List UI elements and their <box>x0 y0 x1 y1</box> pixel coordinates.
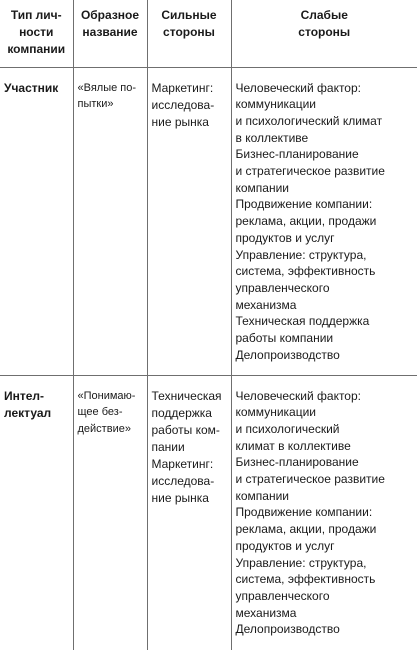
weakness-text: Человеческий фактор: <box>235 80 361 95</box>
type-cell <box>0 375 73 650</box>
weakness-text: в коллективе <box>235 130 309 145</box>
weakness-text: работы компании <box>235 331 334 346</box>
header-name-cell <box>73 0 147 67</box>
weakness-text: механизма <box>235 605 297 620</box>
figurative-name-text: действие» <box>77 423 131 436</box>
table-header-row <box>0 0 417 67</box>
header-name-text: Образное <box>80 8 140 22</box>
header-weaknesses-cell <box>231 0 417 67</box>
weakness-text: и психологический климат <box>235 113 383 128</box>
header-type-cell <box>0 0 73 67</box>
header-type-text: Тип лич- <box>10 8 62 22</box>
strength-text: ние рынка <box>151 114 209 129</box>
weakness-text: Бизнес-планирование <box>235 147 359 162</box>
figurative-name-text: «Понимаю- <box>77 389 136 402</box>
header-type-text: компании <box>7 42 66 56</box>
weakness-text: Продвижение компании: <box>235 197 373 212</box>
weakness-text: коммуникации <box>235 405 316 420</box>
header-type-text: ности <box>19 25 54 39</box>
weakness-text: коммуникации <box>235 97 316 112</box>
weakness-text: Продвижение компании: <box>235 505 373 520</box>
weakness-text: и стратегическое развитие <box>235 164 385 179</box>
weakness-text: компании <box>235 180 290 195</box>
weakness-text: управленческого <box>235 280 330 295</box>
header-strengths-text: стороны <box>163 25 215 39</box>
strength-text: Маркетинг: <box>151 456 214 471</box>
header-weaknesses-text: стороны <box>298 25 351 39</box>
figurative-name-text: щее без- <box>77 406 123 419</box>
figurative-name-cell <box>73 375 147 650</box>
weakness-text: Человеческий фактор: <box>235 388 361 403</box>
weakness-text: продуктов и услуг <box>235 230 335 245</box>
weakness-text: механизма <box>235 297 297 312</box>
type-text: лектуал <box>4 405 52 420</box>
table-row <box>0 67 417 375</box>
strength-text: ние рынка <box>151 490 209 505</box>
figurative-name-text: пытки» <box>77 98 114 111</box>
strength-text: поддержка <box>151 405 212 420</box>
weakness-text: управленческого <box>235 588 330 603</box>
strength-text: Маркетинг: <box>151 80 214 95</box>
weakness-text: и психологический <box>235 421 340 436</box>
strength-text: пании <box>151 439 185 454</box>
strength-text: Техническая <box>151 388 222 403</box>
header-name-text: название <box>82 25 138 39</box>
strengths-cell <box>147 375 231 650</box>
strength-text: исследова- <box>151 473 215 488</box>
weakness-text: Управление: структура, <box>235 247 367 262</box>
weaknesses-cell <box>231 67 417 375</box>
weakness-text: климат в коллективе <box>235 438 351 453</box>
header-strengths-text: Сильные <box>161 8 217 22</box>
type-cell <box>0 67 73 375</box>
strength-text: исследова- <box>151 97 215 112</box>
weakness-text: система, эффективность <box>235 572 376 587</box>
weakness-text: Бизнес-планирование <box>235 455 359 470</box>
weakness-text: Делопроизводство <box>235 347 340 362</box>
type-text: Интел- <box>4 388 45 403</box>
table-row <box>0 375 417 650</box>
strengths-cell <box>147 67 231 375</box>
strength-text: работы ком- <box>151 422 220 437</box>
header-strengths-cell <box>147 0 231 67</box>
weaknesses-cell <box>231 375 417 650</box>
weakness-text: реклама, акции, продажи <box>235 214 377 229</box>
figurative-name-text: «Вялые по- <box>77 81 137 94</box>
figurative-name-cell <box>73 67 147 375</box>
type-text: Участник <box>4 80 59 95</box>
weakness-text: система, эффективность <box>235 264 376 279</box>
weakness-text: и стратегическое развитие <box>235 472 385 487</box>
weakness-text: реклама, акции, продажи <box>235 522 377 537</box>
weakness-text: компании <box>235 488 290 503</box>
weakness-text: продуктов и услуг <box>235 538 335 553</box>
weakness-text: Делопроизводство <box>235 622 340 637</box>
weakness-text: Управление: структура, <box>235 555 367 570</box>
header-weaknesses-text: Слабые <box>300 8 348 22</box>
weakness-text: Техническая поддержка <box>235 314 370 329</box>
